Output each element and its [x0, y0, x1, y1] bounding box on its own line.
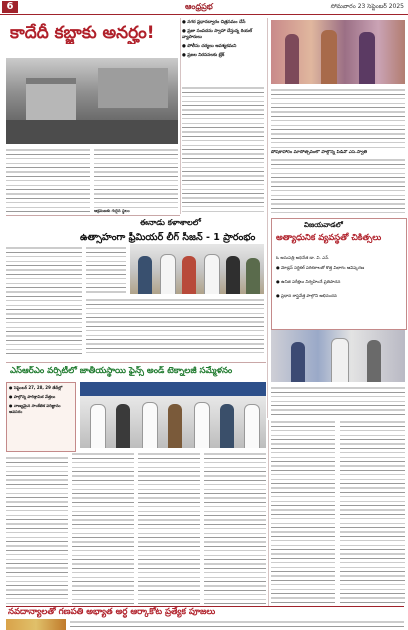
divider — [6, 362, 266, 363]
person-shape — [226, 256, 240, 294]
industry-body-3 — [138, 452, 200, 604]
lead-body-text-2 — [94, 148, 178, 208]
bullet-text: నగర ప్రధానద్వారం చిత్రసమం చేసే — [187, 20, 246, 25]
divider — [180, 18, 181, 214]
vijayawada-body — [271, 386, 405, 416]
vijayawada-bullet: ● మోడ్రన్ సర్జికల్ పరికరాలతో కొత్త విభాగం ఆవిష్కరణ — [276, 265, 365, 270]
bullet-text: నాణ్యమైన సాంకేతిక పరిజ్ఞానం అవసరం — [9, 403, 61, 414]
vijayawada-kicker: విజయవాడలో — [304, 221, 343, 229]
right-photo-caption: పోషకాహారం మాసోత్సవంలో పాల్గొన్న పీడీవో ఎస్.స్వాతి — [271, 150, 368, 155]
bullet-text: పోలీసు చర్యలు ఆవశ్యకమని — [187, 44, 237, 49]
person-shape — [291, 342, 305, 382]
industry-photo — [80, 382, 266, 448]
infobox-item: ● పాల్గొన్న పారిశ్రామిక వేత్తలు — [9, 394, 56, 400]
lead-body-text-1 — [6, 148, 90, 213]
banner-shape — [80, 382, 266, 396]
person-shape — [160, 254, 176, 294]
vijayawada-headline: అత్యాధునిక వ్యవస్థతో చికిత్సలు — [276, 233, 382, 243]
bullet-text: ప్రధాన శాస్త్రవేత్త పాల్గొని అభినందన — [281, 293, 337, 298]
divider — [268, 420, 269, 606]
bullet-item: ● పోలీసు చర్యలు ఆవశ్యకమని — [182, 44, 237, 49]
person-shape — [359, 32, 375, 84]
vijayawada-box — [271, 218, 407, 330]
person-shape — [116, 404, 130, 448]
industry-body-4 — [204, 452, 266, 604]
industry-body-1 — [6, 456, 68, 604]
infobox-item: ● సెప్టెంబర్ 27, 28, 29 తేదీల్లో — [9, 385, 63, 390]
person-shape — [142, 402, 158, 448]
bullet-item: ● ప్రజా సంపదను స్వాహా చేస్తున్న రియల్ వ్యాపారులు — [182, 29, 253, 40]
sports-headline: ఉత్సాహంగా ఫ్రీమియర్ లీగ్ సీజన్ - 1 ప్రారంభం — [80, 232, 256, 243]
person-shape — [367, 340, 381, 382]
person-shape — [182, 256, 196, 294]
lead-photo-caption: ఆక్రమణకు గురైన స్థలం — [94, 208, 130, 213]
person-shape — [220, 404, 234, 448]
bullet-item: ● నగర ప్రధానద్వారం చిత్రసమం చేసే — [182, 20, 246, 25]
bottom-body — [70, 620, 404, 630]
bullet-text: పాల్గొన్న పారిశ్రామిక వేత్తలు — [13, 394, 56, 400]
bottom-headline: నవదాన్యాలతో గణపతి అభ్యాత అర్ధ ఆర్కాకోట ప్రత్యేక పూజలు — [8, 607, 216, 617]
person-shape — [204, 254, 220, 294]
right-top-body-2 — [271, 158, 405, 214]
bullet-col-body — [182, 86, 264, 213]
ground-shape — [6, 120, 178, 144]
bullet-text: మోడ్రన్ సర్జికల్ పరికరాలతో కొత్త విభాగం ఆవిష్కరణ — [281, 265, 365, 270]
vijayawada-photo — [271, 330, 405, 382]
person-shape — [246, 258, 260, 294]
right-top-photo — [271, 20, 405, 84]
sports-kicker: ఈనాడు కళాశాలలో — [140, 218, 201, 227]
bottom-photo — [6, 619, 66, 630]
right-lower-body-2 — [340, 420, 405, 604]
lead-headline: కాదేదీ కబ్జాకు అనర్హం! — [10, 23, 155, 43]
infobox-item: ● నాణ్యమైన సాంకేతిక పరిజ్ఞానం అవసరం — [9, 403, 61, 414]
bullet-box — [182, 20, 264, 82]
person-shape — [285, 34, 299, 84]
industry-body-2 — [72, 452, 134, 604]
vijayawada-bullet: ● ఉచిత పరీక్షలు నిర్వహించే ప్రతిపాదన — [276, 279, 341, 284]
person-shape — [244, 404, 260, 448]
divider — [267, 18, 268, 418]
industry-headline: ఎస్ఆర్ఎం వర్సిటీలో జాతీయస్థాయి ఫైన్స్ అండ్ టెక్నాలజీ సమ్మేళనం — [10, 366, 233, 376]
house-shape — [26, 78, 76, 124]
masthead: ఆంధ్రప్రభ — [185, 2, 213, 11]
sports-photo — [130, 244, 264, 294]
bullet-text: ప్రజా సంపదను స్వాహా చేస్తున్న రియల్ వ్యాపారులు — [182, 29, 253, 40]
person-shape — [168, 404, 182, 448]
page-number: 6 — [2, 1, 18, 13]
right-lower-body-1 — [271, 420, 335, 604]
vijayawada-bullet: ● ప్రధాన శాస్త్రవేత్త పాల్గొని అభినందన — [276, 293, 337, 298]
person-shape — [331, 338, 349, 382]
divider — [6, 215, 180, 216]
bullet-item: ● ప్రజల నిరసనలకు బ్రేక్ — [182, 53, 225, 58]
bullet-text: ఉచిత పరీక్షలు నిర్వహించే ప్రతిపాదన — [281, 279, 341, 284]
person-shape — [321, 30, 337, 84]
lead-photo — [6, 58, 178, 144]
sports-body-3 — [86, 298, 264, 356]
industry-infobox — [6, 382, 76, 452]
dateline: సోమవారం 23 సెప్టెంబర్ 2025 — [330, 3, 404, 10]
bullet-text: సెప్టెంబర్ 27, 28, 29 తేదీల్లో — [13, 385, 63, 390]
vijayawada-byline: ఓ ఆసుపత్రి అధినేత డా. వి. ఎన్. — [276, 255, 330, 260]
person-shape — [194, 402, 210, 448]
person-shape — [90, 404, 106, 448]
roof-shape — [98, 68, 168, 108]
person-shape — [138, 256, 152, 294]
sports-body-1 — [6, 246, 82, 356]
sports-body-2 — [86, 246, 126, 294]
right-top-body — [271, 88, 405, 150]
page-header — [0, 0, 408, 15]
bullet-text: ప్రజల నిరసనలకు బ్రేక్ — [187, 53, 225, 58]
